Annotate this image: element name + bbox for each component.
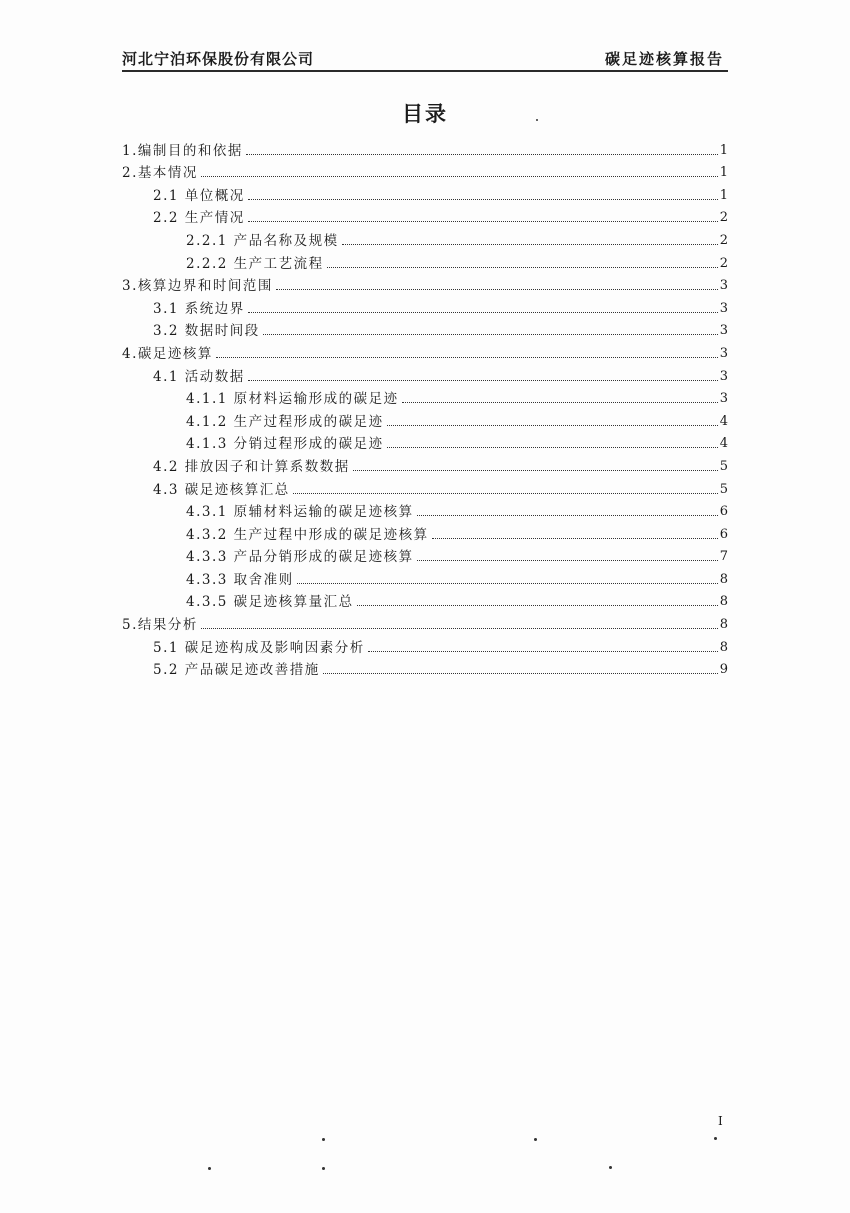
toc-entry[interactable] (122, 656, 728, 679)
toc-entry[interactable] (122, 452, 728, 475)
toc-entry[interactable] (122, 633, 728, 656)
toc-entry-page: 8 (719, 639, 728, 655)
toc-dot-leader (297, 583, 718, 584)
toc-dot-leader (293, 493, 718, 494)
toc-entry[interactable] (122, 610, 728, 633)
table-of-contents (122, 136, 728, 678)
toc-entry[interactable] (122, 249, 728, 272)
toc-dot-leader (357, 605, 718, 606)
toc-entry[interactable] (122, 430, 728, 453)
toc-entry-label: 4.3.3 取舍准则 (186, 571, 294, 588)
toc-entry-page: 1 (719, 142, 728, 158)
toc-entry-page: 3 (719, 368, 728, 384)
toc-entry-label: 5.2 产品碳足迹改善措施 (153, 662, 320, 679)
toc-entry[interactable] (122, 294, 728, 317)
toc-dot-leader (248, 312, 718, 313)
toc-dot-leader (276, 289, 718, 290)
page-header (122, 44, 728, 72)
toc-entry-label: 3.核算边界和时间范围 (122, 278, 273, 295)
toc-dot-leader (387, 425, 718, 426)
toc-entry[interactable] (122, 339, 728, 362)
toc-entry-label: 1.编制目的和依据 (122, 142, 243, 159)
toc-entry-page: 8 (719, 571, 728, 587)
toc-entry-label: 4.3 碳足迹核算汇总 (153, 481, 290, 498)
toc-entry-label: 4.1 活动数据 (153, 368, 245, 385)
toc-entry-label: 3.1 系统边界 (153, 300, 245, 317)
toc-entry[interactable] (122, 498, 728, 521)
toc-entry[interactable] (122, 565, 728, 588)
toc-dot-leader (368, 651, 718, 652)
toc-dot-leader (263, 334, 718, 335)
toc-entry-page: 2 (719, 210, 728, 226)
scan-speck (208, 1167, 211, 1170)
toc-entry-page: 2 (719, 232, 728, 248)
toc-entry-label: 4.2 排放因子和计算系数数据 (153, 458, 350, 475)
toc-entry-page: 5 (719, 481, 728, 497)
toc-dot-leader (417, 560, 718, 561)
toc-entry-label: 5.结果分析 (122, 617, 198, 634)
toc-dot-leader (248, 380, 718, 381)
toc-dot-leader (353, 470, 718, 471)
toc-entry[interactable] (122, 362, 728, 385)
toc-entry-page: 2 (719, 255, 728, 271)
toc-dot-leader (248, 221, 718, 222)
toc-entry-label: 4.1.3 分销过程形成的碳足迹 (186, 436, 384, 453)
toc-entry-page: 6 (719, 526, 728, 542)
toc-entry-label: 2.2.1 产品名称及规模 (186, 232, 339, 249)
toc-entry[interactable] (122, 385, 728, 408)
toc-dot-leader (402, 402, 718, 403)
toc-entry-label: 2.2.2 生产工艺流程 (186, 255, 324, 272)
toc-entry-label: 4.碳足迹核算 (122, 345, 213, 362)
toc-entry-label: 4.1.2 生产过程形成的碳足迹 (186, 413, 384, 430)
toc-entry-label: 4.3.1 原辅材料运输的碳足迹核算 (186, 504, 414, 521)
toc-entry-label: 4.3.3 产品分销形成的碳足迹核算 (186, 549, 414, 566)
toc-dot-leader (201, 628, 718, 629)
toc-entry[interactable] (122, 520, 728, 543)
toc-entry-page: 8 (719, 594, 728, 610)
scan-speck (536, 119, 538, 121)
toc-entry-page: 3 (719, 391, 728, 407)
company-name: 河北宁泊环保股份有限公司 (122, 50, 315, 68)
scan-speck (322, 1167, 325, 1170)
toc-entry-label: 2.2 生产情况 (153, 210, 245, 227)
toc-entry[interactable] (122, 136, 728, 159)
report-title: 碳足迹核算报告 (604, 50, 724, 68)
scan-speck (714, 1137, 717, 1140)
toc-entry[interactable] (122, 272, 728, 295)
toc-entry-page: 4 (719, 436, 728, 452)
toc-dot-leader (432, 538, 718, 539)
toc-entry-page: 1 (719, 165, 728, 181)
toc-entry-page: 3 (719, 345, 728, 361)
toc-dot-leader (323, 673, 718, 674)
toc-dot-leader (246, 154, 718, 155)
toc-entry-page: 3 (719, 278, 728, 294)
toc-entry-label: 2.基本情况 (122, 165, 198, 182)
toc-dot-leader (216, 357, 718, 358)
toc-entry-label: 4.3.2 生产过程中形成的碳足迹核算 (186, 526, 429, 543)
toc-entry-label: 4.1.1 原材料运输形成的碳足迹 (186, 391, 399, 408)
toc-entry-label: 3.2 数据时间段 (153, 323, 260, 340)
toc-entry[interactable] (122, 475, 728, 498)
toc-dot-leader (387, 447, 718, 448)
toc-entry-page: 7 (719, 549, 728, 565)
scan-speck (609, 1166, 612, 1169)
toc-dot-leader (417, 515, 718, 516)
toc-entry-label: 4.3.5 碳足迹核算量汇总 (186, 594, 354, 611)
toc-entry[interactable] (122, 317, 728, 340)
toc-entry[interactable] (122, 181, 728, 204)
toc-entry-page: 8 (719, 617, 728, 633)
toc-dot-leader (342, 244, 718, 245)
scan-speck (322, 1138, 325, 1141)
toc-entry-page: 4 (719, 413, 728, 429)
toc-entry[interactable] (122, 159, 728, 182)
toc-entry[interactable] (122, 204, 728, 227)
toc-dot-leader (248, 199, 718, 200)
toc-entry[interactable] (122, 407, 728, 430)
toc-entry[interactable] (122, 226, 728, 249)
toc-entry-page: 5 (719, 458, 728, 474)
toc-dot-leader (327, 267, 718, 268)
toc-entry-page: 3 (719, 323, 728, 339)
toc-entry[interactable] (122, 588, 728, 611)
toc-dot-leader (201, 176, 718, 177)
toc-entry-page: 6 (719, 504, 728, 520)
scan-speck (534, 1138, 537, 1141)
page-number: I (718, 1114, 723, 1128)
toc-entry-label: 5.1 碳足迹构成及影响因素分析 (153, 639, 365, 656)
toc-entry-label: 2.1 单位概况 (153, 187, 245, 204)
toc-entry-page: 1 (719, 187, 728, 203)
toc-entry[interactable] (122, 543, 728, 566)
toc-entry-page: 9 (719, 662, 728, 678)
toc-heading: 目录 (402, 102, 448, 126)
toc-entry-page: 3 (719, 300, 728, 316)
